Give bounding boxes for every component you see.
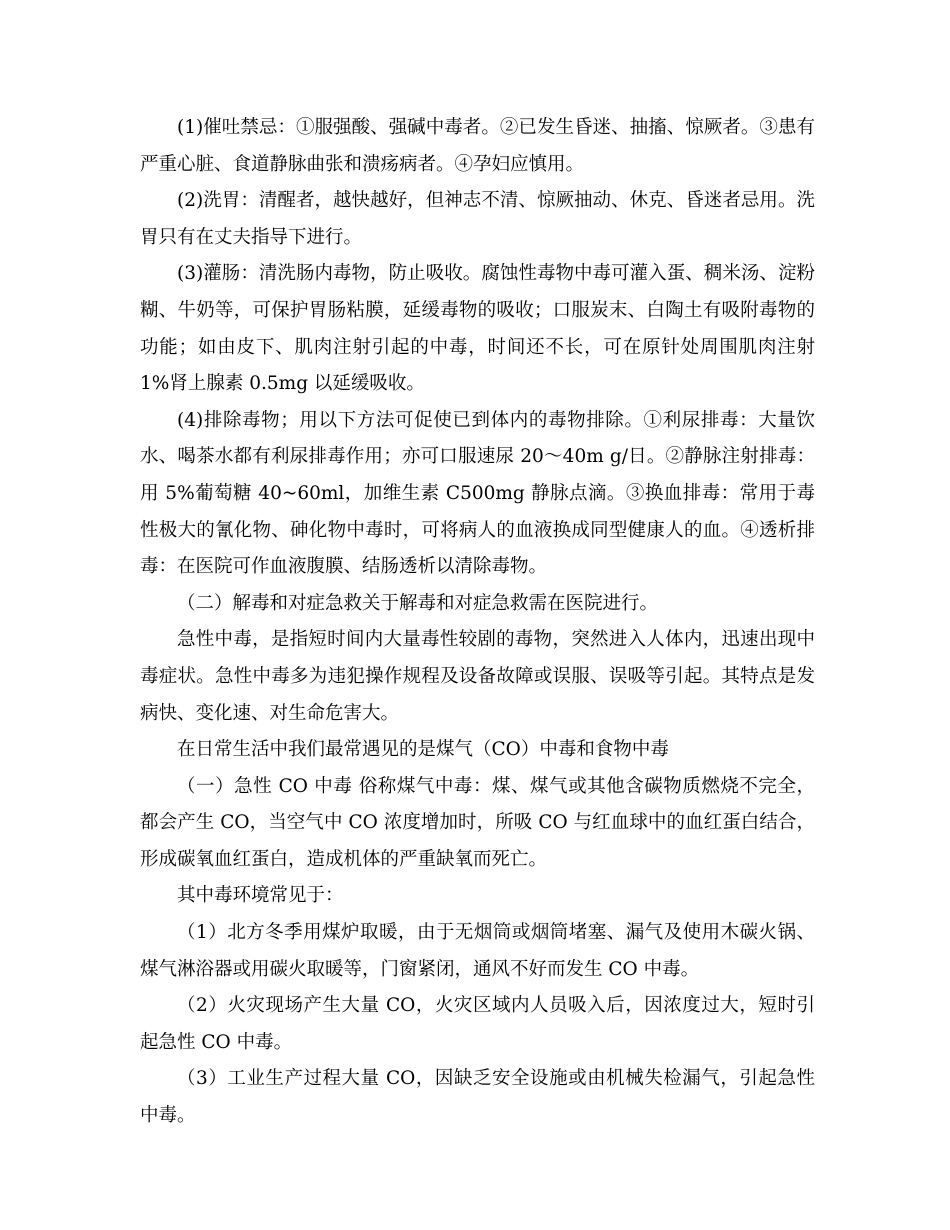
section-heading-detox-first-aid: （二）解毒和对症急救关于解毒和对症急救需在医院进行。 <box>177 592 659 614</box>
document-body <box>140 110 815 1135</box>
paragraph-enema: (3)灌肠：清洗肠内毒物，防止吸收。腐蚀性毒物中毒可灌入蛋、稠米汤、淀粉糊、牛奶等，可保护胃肠粘膜，延缓毒物的吸收；口服炭末、白陶土有吸附毒物的功能；如由皮下、肌肉注射引起的中毒，时间还不长，可在原针处周围肌肉注射 1%肾上腺素 0.5mg 以延缓吸收。 <box>140 263 815 395</box>
list-item-industrial: （3）工业生产过程大量 CO，因缺乏安全设施或由机械失检漏气，引起急性中毒。 <box>140 1068 815 1127</box>
paragraph-acute-poisoning-definition: 急性中毒，是指短时间内大量毒性较剧的毒物，突然进入人体内，迅速出现中毒症状。急性中毒多为违犯操作规程及设备故障或误服、误吸等引起。其特点是发病快、变化速、对生命危害大。 <box>140 629 815 724</box>
list-item-coal-stove: （1）北方冬季用煤炉取暖，由于无烟筒或烟筒堵塞、漏气及使用木碳火锅、煤气淋浴器或用碳火取暖等，门窗紧闭，通风不好而发生 CO 中毒。 <box>140 922 815 980</box>
paragraph-common-poisonings: 在日常生活中我们最常遇见的是煤气（CO）中毒和食物中毒 <box>177 739 669 761</box>
paragraph-acute-co-poisoning: （一）急性 CO 中毒 俗称煤气中毒：煤、煤气或其他含碳物质燃烧不完全，都会产生 CO，当空气中 CO 浓度增加时，所吸 CO 与红血球中的血红蛋白结合，形成碳氧血红蛋白，造成机体的严重缺氧而死亡。 <box>140 775 815 870</box>
list-item-fire-scene: （2）火灾现场产生大量 CO，火灾区域内人员吸入后，因浓度过大，短时引起急性 CO 中毒。 <box>140 995 815 1053</box>
paragraph-poisoning-environments: 其中毒环境常见于： <box>177 885 344 907</box>
paragraph-gastric-lavage: (2)洗胃：清醒者，越快越好，但神志不清、惊厥抽动、休克、昏迷者忌用。洗胃只有在丈夫指导下进行。 <box>140 190 815 248</box>
paragraph-poison-elimination: (4)排除毒物；用以下方法可促使已到体内的毒物排除。①利尿排毒：大量饮水、喝茶水都有利尿排毒作用；亦可口服速尿 20～40m g/日。②静脉注射排毒：用 5%葡萄糖 40~60ml，加维生素 C500mg 静脉点滴。③换血排毒：常用于毒性极大的氰化物、砷化物中毒时，可将病人的血液换成同型健康人的血。④透析排毒：在医院可作血液腹膜、结肠透析以清除毒物。 <box>140 409 815 578</box>
paragraph-emetic-contraindications: (1)催吐禁忌：①服强酸、强碱中毒者。②已发生昏迷、抽搐、惊厥者。③患有严重心脏、食道静脉曲张和溃疡病者。④孕妇应慎用。 <box>140 117 815 175</box>
